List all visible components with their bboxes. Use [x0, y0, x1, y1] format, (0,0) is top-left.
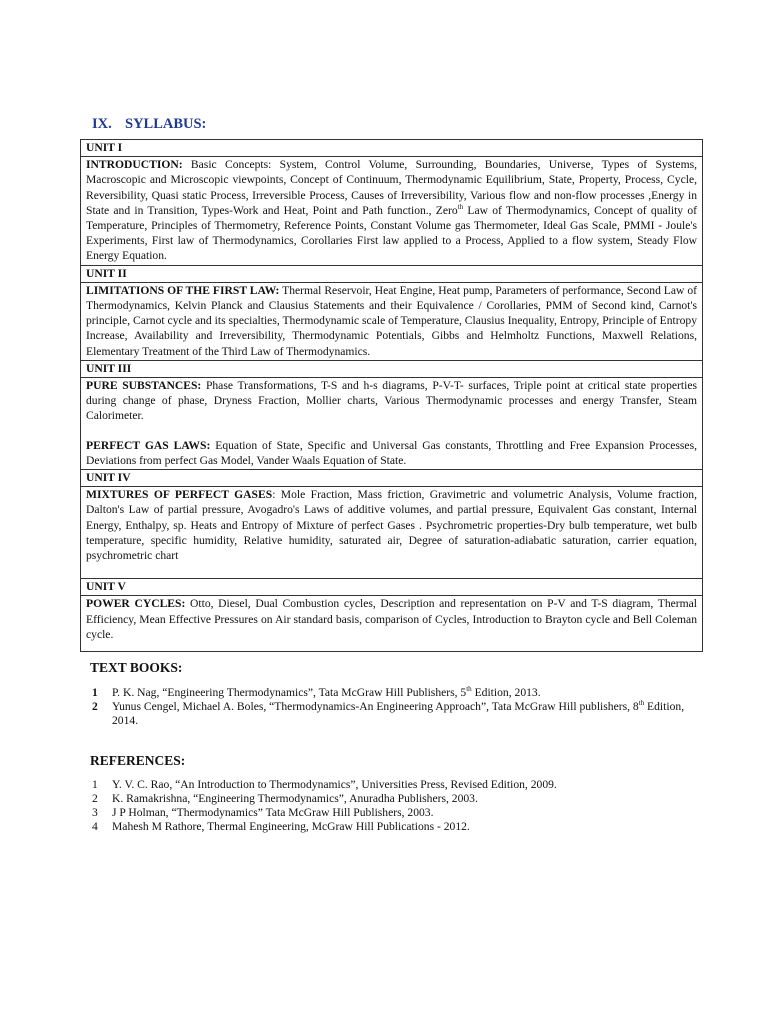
unit-1-label: UNIT I — [81, 140, 703, 157]
unit-1-text-a: Basic Concepts: System, Control Volume, Surrounding, Boundaries, Universe, Types of Systems, Macroscopic and Microscopic viewpoints, Concept of Continuum, Thermodynamic Equilibrium, State, Property, Process, Cycle, Reversibility, Quasi static Process, Irreversible Process, Causes of Irreversibility, Various flow and non-flow processes ,Energy in State and in Transition, Types-Work and Heat, Point and Path function., Zero — [86, 158, 697, 217]
list-item — [92, 686, 712, 700]
text-book-2: Yunus Cengel, Michael A. Boles, “Thermodynamics-An Engineering Approach”, Tata McGraw Hill publishers, 8 — [112, 700, 639, 713]
unit-5-label: UNIT V — [81, 579, 703, 596]
reference-2: K. Ramakrishna, “Engineering Thermodynamics”, Anuradha Publishers, 2003. — [112, 792, 478, 805]
reference-4: Mahesh M Rathore, Thermal Engineering, McGraw Hill Publications - 2012. — [112, 820, 470, 833]
unit-4-label: UNIT IV — [81, 470, 703, 487]
unit-5-text: Otto, Diesel, Dual Combustion cycles, Description and representation on P-V and T-S diagram, Thermal Efficiency, Mean Effective Pressures on Air standard basis, comparison of Cycles, Introduction to Brayton cycle and Bell Coleman cycle. — [86, 597, 698, 641]
unit-3-heading-1: PURE SUBSTANCES: — [86, 379, 202, 393]
unit-2-label: UNIT II — [81, 265, 703, 282]
section-number: IX. — [92, 116, 112, 132]
list-number: 1 — [92, 686, 98, 699]
list-number: 2 — [92, 700, 98, 713]
list-item — [92, 806, 712, 820]
syllabus-table — [80, 139, 703, 652]
unit-1-text-b: Law of Thermodynamics, Concept of quality of Temperature, Principles of Thermometry, Reference Points, Constant Volume gas Thermometer, Ideal Gas Scale, PMMI - Joule's Experiments, First law of Thermodynamics, Corollaries First law applied to a Process, Applied to a flow system, Steady Flow Energy Equation. — [86, 203, 697, 263]
unit-3-part-1 — [86, 378, 697, 424]
text-book-1-end: Edition, 2013. — [471, 686, 541, 699]
unit-4-content — [81, 487, 703, 579]
text-books-list — [92, 686, 712, 728]
list-number: 1 — [92, 778, 98, 791]
references-list — [92, 778, 712, 834]
unit-3-label: UNIT III — [81, 360, 703, 377]
unit-5-heading: POWER CYCLES: — [86, 597, 186, 611]
unit-4-heading: MIXTURES OF PERFECT GASES — [86, 488, 273, 502]
unit-2-content — [81, 282, 703, 360]
unit-4-text: : Mole Fraction, Mass friction, Gravimetric and volumetric Analysis, Volume fraction, Dalton's Law of partial pressure, Avogadro's Laws of additive volumes, and partial pressure, Equivalent Gas constant, Internal Energy, Enthalpy, sp. Heats and Entropy of Mixture of perfect Gases . Psychrometric properties-Dry bulb temperature, wet bulb temperature, specific humidity, Relative humidity, saturated air, Degree of saturation-adiabatic saturation, carrier equation, psychrometric chart — [86, 488, 697, 563]
list-item — [92, 778, 712, 792]
text-book-2-end: Edition, 2014. — [112, 700, 685, 727]
text-book-2-sup: th — [638, 699, 645, 708]
reference-3: J P Holman, “Thermodynamics” Tata McGraw Hill Publishers, 2003. — [112, 806, 434, 819]
text-book-1-sup: th — [466, 685, 472, 694]
unit-1-content — [81, 157, 703, 265]
unit-3-text-2: Equation of State, Specific and Universal Gas constants, Throttling and Free Expansion Processes, Deviations from perfect Gas Model, Vander Waals Equation of State. — [86, 438, 697, 467]
list-number: 4 — [92, 820, 98, 833]
unit-1-sup: th — [457, 202, 464, 211]
unit-3-part-2 — [86, 438, 697, 468]
references-title: REFERENCES: — [90, 753, 186, 768]
section-heading: SYLLABUS: — [125, 116, 207, 132]
unit-2-heading: LIMITATIONS OF THE FIRST LAW: — [86, 283, 280, 297]
text-book-1: P. K. Nag, “Engineering Thermodynamics”, Tata McGraw Hill Publishers, 5 — [112, 686, 467, 699]
list-item — [92, 820, 712, 834]
list-item — [92, 700, 712, 728]
unit-1-heading: INTRODUCTION: — [86, 158, 183, 172]
unit-3-heading-2: PERFECT GAS LAWS: — [86, 438, 211, 452]
unit-5-content — [81, 596, 703, 652]
text-books-title: TEXT BOOKS: — [90, 660, 183, 675]
unit-2-text: Thermal Reservoir, Heat Engine, Heat pump, Parameters of performance, Second Law of Thermodynamics, Kelvin Planck and Clausius Statements and their Equivalence / Corollaries, PMM of Second kind, Carnot's principle, Carnot cycle and its specialties, Thermodynamic scale of Temperature, Clausius Inequality, Entropy, Principle of Entropy Increase, Availability and Irreversibility, Thermodynamic Potentials, Gibbs and Helmholtz Functions, Maxwell Relations, Elementary Treatment of the Third Law of Thermodynamics. — [86, 283, 697, 358]
reference-1: Y. V. C. Rao, “An Introduction to Thermodynamics”, Universities Press, Revised Edition, 2009. — [112, 778, 557, 791]
list-item — [92, 792, 712, 806]
unit-3-content — [81, 378, 703, 470]
unit-3-text-1: Phase Transformations, T-S and h-s diagrams, P-V-T- surfaces, Triple point at critical state properties during change of phase, Dryness Fraction, Mollier charts, Various Thermodynamic processes and energy Transfer, Steam Calorimeter. — [86, 379, 697, 423]
list-number: 3 — [92, 806, 98, 819]
section-title — [92, 116, 206, 133]
list-number: 2 — [92, 792, 98, 805]
